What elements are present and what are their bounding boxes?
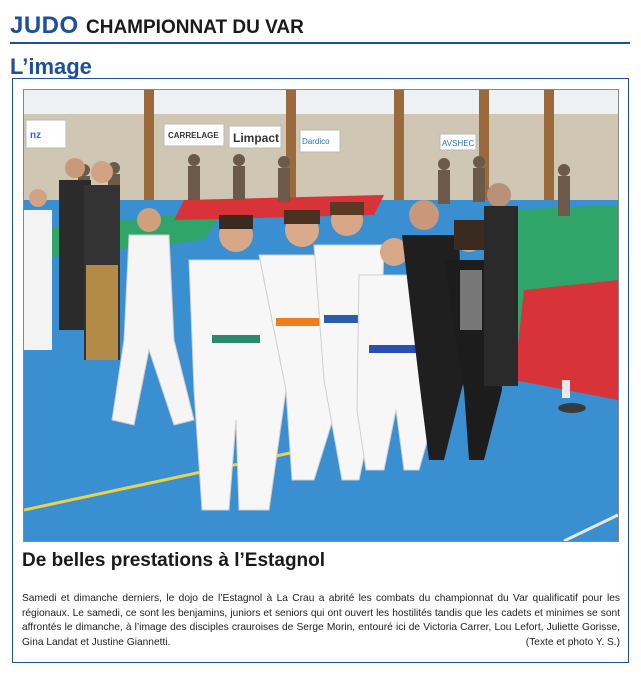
banner-text: nz <box>30 130 42 141</box>
banner-text: Dardico <box>302 137 330 146</box>
banner-text: CARRELAGE <box>168 131 219 140</box>
banner-text: AVSHEC <box>442 139 475 148</box>
header-rule <box>10 42 630 44</box>
article-photo <box>23 89 619 542</box>
article-headline: De belles prestations à l’Estagnol <box>22 550 326 571</box>
article-body <box>22 592 620 650</box>
article-body-text: Samedi et dimanche derniers, le dojo de l’Estagnol à La Crau a abrité les combats du championnat du Var qualificatif pour les régionaux. Le samedi, ce sont les benjamins, juniors et seniors qui ont ouvert les hostilités tandis que les cadets et minimes se sont affrontés le dimanche, à l’image des disciples crauroises de Serge Morin, entouré ici de Victoria Carrer, Lou Lefort, Juliette Gorisse, Gina Landat et Justine Giannetti. <box>22 593 620 648</box>
kicker: L’image <box>10 54 92 79</box>
section-label: JUDO <box>10 12 79 39</box>
page-header <box>10 10 630 50</box>
section-title: CHAMPIONNAT DU VAR <box>86 17 304 38</box>
photo-credit: (Texte et photo Y. S.) <box>525 636 620 648</box>
banner-text: Limpact <box>233 131 280 145</box>
